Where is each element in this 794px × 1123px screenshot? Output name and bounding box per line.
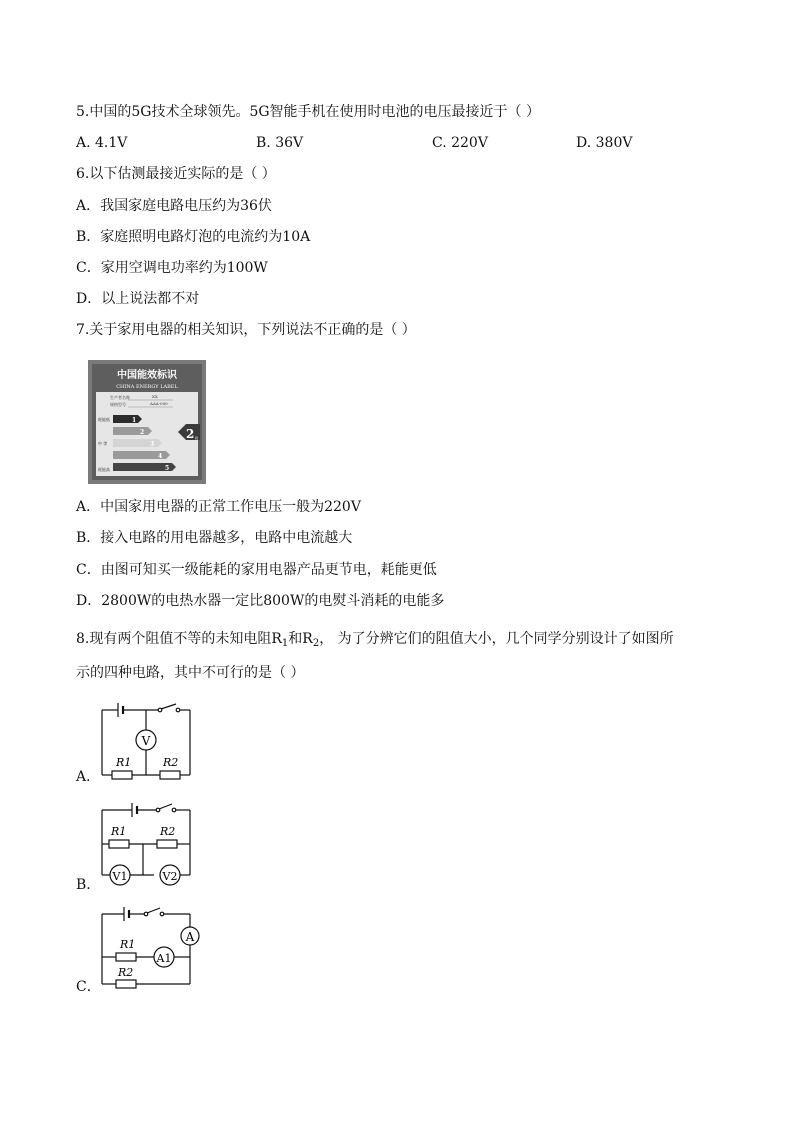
circuit-b-r2-label: R2 [160,825,176,838]
circuit-c-r1-label: R1 [120,938,136,951]
q5-option-b: B. 36V [256,135,304,151]
q8-stem-part3: ， 为了分辨它们的阻值大小，几个同学分别设计了如图所 [319,631,674,647]
circuit-a-letter: A． [76,769,101,785]
circuit-c-letter: C． [76,979,101,995]
circuit-a-r2-label: R2 [163,756,179,769]
q5-option-c: C. 220V [432,135,488,151]
energy-label-grade-5: 5 [165,465,170,472]
q6-option-d: D．以上说法都不对 [76,291,200,307]
q8-sub2: 2 [312,638,320,649]
q5-option-a: A. 4.1V [76,135,128,151]
q6-stem: 6.以下估测最接近实际的是（ ） [76,166,276,182]
energy-label-current-grade-unit: 级 [195,436,199,440]
q8-stem-part2: 和R [288,631,313,647]
energy-label-subtitle: CHINA ENERGY LABEL [116,384,178,390]
energy-label-grade-2: 2 [140,429,145,436]
circuit-a-diagram [96,700,196,780]
q8-sub1: 1 [281,638,289,649]
energy-label-current-grade: 2 [186,427,195,441]
q8-stem-part1: 8.现有两个阻值不等的未知电阻R [76,631,282,647]
energy-label-row1-key: 生产者名称 [110,395,130,400]
energy-label-row2-val: AAA-000 [150,401,168,406]
q8-stem-line1 [76,630,674,653]
q7-stem: 7.关于家用电器的相关知识，下列说法不正确的是（ ） [76,322,416,338]
energy-label-image [88,360,206,484]
q7-option-a: A．中国家用电器的正常工作电压一般为220V [76,499,361,515]
energy-label-low: 耗能低 [98,417,110,422]
circuit-c-ammeter1-icon: A1 [156,952,172,965]
energy-label-row1-val: XX [152,394,158,399]
energy-label-title: 中国能效标识 [117,370,177,381]
q8-stem-line2: 示的四种电路，其中不可行的是（ ） [76,665,305,681]
circuit-c-diagram [96,902,206,992]
q5-stem: 5.中国的5G技术全球领先。5G智能手机在使用时电池的电压最接近于（ ） [76,104,540,120]
q5-option-d: D. 380V [576,135,633,151]
energy-label-grade-3: 3 [150,441,155,448]
energy-label-row2-key: 规格型号 [110,402,126,407]
q7-option-d: D．2800W的电热水器一定比800W的电熨斗消耗的电能多 [76,593,445,609]
q7-option-c: C．由图可知买一级能耗的家用电器产品更节电，耗能更低 [76,562,437,578]
energy-label-mid: 中 等 [98,441,108,446]
q7-option-b: B．接入电路的用电器越多，电路中电流越大 [76,530,353,546]
energy-label-grade-1: 1 [132,417,137,424]
circuit-b-voltmeter1-icon: V1 [112,870,128,883]
energy-label-high: 耗能高 [98,467,110,472]
energy-label-grade-4: 4 [158,453,163,460]
circuit-c-ammeter-icon: A [185,930,195,944]
q6-option-a: A．我国家庭电路电压约为36伏 [76,198,272,214]
q6-option-c: C．家用空调电功率约为100W [76,260,268,276]
circuit-a-r1-label: R1 [116,756,132,769]
circuit-b-diagram [96,800,196,890]
circuit-b-letter: B． [76,877,101,893]
circuit-a-voltmeter-icon: V [141,734,151,748]
circuit-b-voltmeter2-icon: V2 [162,870,178,883]
circuit-c-r2-label: R2 [118,966,134,979]
q6-option-b: B．家庭照明电路灯泡的电流约为10A [76,229,311,245]
circuit-b-r1-label: R1 [111,825,127,838]
